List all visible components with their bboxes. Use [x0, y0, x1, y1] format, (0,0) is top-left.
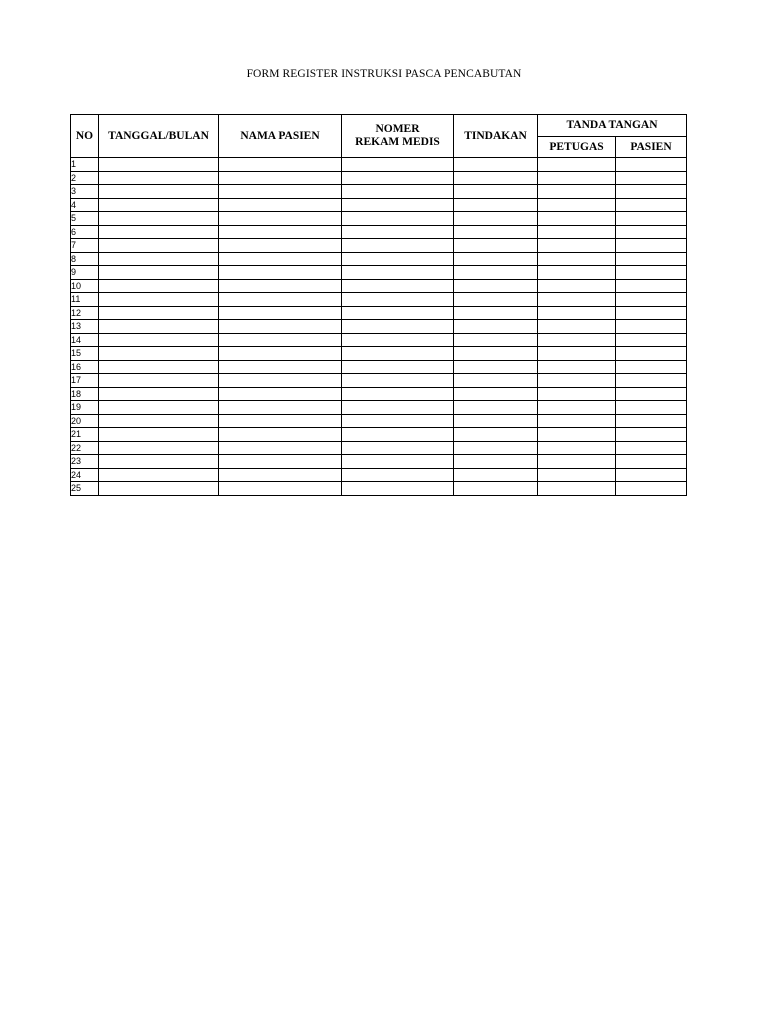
nama-pasien-cell[interactable]	[219, 347, 342, 361]
nama-pasien-cell[interactable]	[219, 279, 342, 293]
table-row	[71, 252, 687, 266]
nama-pasien-cell[interactable]	[219, 171, 342, 185]
petugas-signature-cell[interactable]	[538, 252, 616, 266]
tindakan-cell[interactable]	[454, 171, 538, 185]
pasien-signature-cell[interactable]	[616, 360, 687, 374]
nomer-rekam-medis-cell[interactable]	[342, 455, 454, 469]
header-pasien: PASIEN	[616, 137, 687, 158]
nomer-rekam-medis-cell[interactable]	[342, 374, 454, 388]
nomer-rekam-medis-cell[interactable]	[342, 266, 454, 280]
tanggal-bulan-cell[interactable]	[99, 225, 219, 239]
petugas-signature-cell[interactable]	[538, 414, 616, 428]
petugas-signature-cell[interactable]	[538, 185, 616, 199]
row-number: 24	[71, 468, 99, 482]
pasien-signature-cell[interactable]	[616, 279, 687, 293]
petugas-signature-cell[interactable]	[538, 455, 616, 469]
row-number: 11	[71, 293, 99, 307]
nomer-rekam-medis-cell[interactable]	[342, 360, 454, 374]
table-row	[71, 360, 687, 374]
nomer-rekam-medis-cell[interactable]	[342, 171, 454, 185]
pasien-signature-cell[interactable]	[616, 185, 687, 199]
pasien-signature-cell[interactable]	[616, 455, 687, 469]
row-number: 2	[71, 171, 99, 185]
table-row	[71, 171, 687, 185]
petugas-signature-cell[interactable]	[538, 482, 616, 496]
table-row	[71, 347, 687, 361]
tanggal-bulan-cell[interactable]	[99, 468, 219, 482]
header-nomer-line2: REKAM MEDIS	[355, 136, 440, 148]
petugas-signature-cell[interactable]	[538, 225, 616, 239]
header-tindakan: TINDAKAN	[454, 115, 538, 158]
tindakan-cell[interactable]	[454, 306, 538, 320]
petugas-signature-cell[interactable]	[538, 171, 616, 185]
tanggal-bulan-cell[interactable]	[99, 158, 219, 172]
table-row	[71, 225, 687, 239]
nama-pasien-cell[interactable]	[219, 225, 342, 239]
table-row	[71, 279, 687, 293]
pasien-signature-cell[interactable]	[616, 374, 687, 388]
tanggal-bulan-cell[interactable]	[99, 428, 219, 442]
tindakan-cell[interactable]	[454, 414, 538, 428]
table-row	[71, 293, 687, 307]
nomer-rekam-medis-cell[interactable]	[342, 293, 454, 307]
tanggal-bulan-cell[interactable]	[99, 306, 219, 320]
header-tanggal-bulan: TANGGAL/BULAN	[99, 115, 219, 158]
tanggal-bulan-cell[interactable]	[99, 279, 219, 293]
pasien-signature-cell[interactable]	[616, 468, 687, 482]
tanggal-bulan-cell[interactable]	[99, 347, 219, 361]
tindakan-cell[interactable]	[454, 279, 538, 293]
tanggal-bulan-cell[interactable]	[99, 252, 219, 266]
nama-pasien-cell[interactable]	[219, 185, 342, 199]
table-row	[71, 212, 687, 226]
pasien-signature-cell[interactable]	[616, 347, 687, 361]
nomer-rekam-medis-cell[interactable]	[342, 441, 454, 455]
pasien-signature-cell[interactable]	[616, 320, 687, 334]
nama-pasien-cell[interactable]	[219, 306, 342, 320]
petugas-signature-cell[interactable]	[538, 266, 616, 280]
nomer-rekam-medis-cell[interactable]	[342, 279, 454, 293]
tanggal-bulan-cell[interactable]	[99, 198, 219, 212]
tanggal-bulan-cell[interactable]	[99, 333, 219, 347]
nama-pasien-cell[interactable]	[219, 428, 342, 442]
nama-pasien-cell[interactable]	[219, 293, 342, 307]
tanggal-bulan-cell[interactable]	[99, 266, 219, 280]
table-row	[71, 198, 687, 212]
nomer-rekam-medis-cell[interactable]	[342, 347, 454, 361]
tanggal-bulan-cell[interactable]	[99, 212, 219, 226]
tanggal-bulan-cell[interactable]	[99, 293, 219, 307]
nomer-rekam-medis-cell[interactable]	[342, 320, 454, 334]
nomer-rekam-medis-cell[interactable]	[342, 428, 454, 442]
row-number: 6	[71, 225, 99, 239]
petugas-signature-cell[interactable]	[538, 320, 616, 334]
table-row	[71, 428, 687, 442]
tanggal-bulan-cell[interactable]	[99, 455, 219, 469]
petugas-signature-cell[interactable]	[538, 428, 616, 442]
table-row	[71, 266, 687, 280]
tanggal-bulan-cell[interactable]	[99, 320, 219, 334]
nama-pasien-cell[interactable]	[219, 212, 342, 226]
row-number: 16	[71, 360, 99, 374]
row-number: 25	[71, 482, 99, 496]
register-body	[71, 158, 687, 496]
row-number: 17	[71, 374, 99, 388]
tindakan-cell[interactable]	[454, 212, 538, 226]
tanggal-bulan-cell[interactable]	[99, 482, 219, 496]
row-number: 21	[71, 428, 99, 442]
pasien-signature-cell[interactable]	[616, 266, 687, 280]
tindakan-cell[interactable]	[454, 468, 538, 482]
table-row	[71, 414, 687, 428]
row-number: 5	[71, 212, 99, 226]
row-number: 10	[71, 279, 99, 293]
table-row	[71, 455, 687, 469]
petugas-signature-cell[interactable]	[538, 293, 616, 307]
register-table	[70, 114, 687, 496]
nama-pasien-cell[interactable]	[219, 333, 342, 347]
pasien-signature-cell[interactable]	[616, 414, 687, 428]
petugas-signature-cell[interactable]	[538, 401, 616, 415]
tindakan-cell[interactable]	[454, 239, 538, 253]
nama-pasien-cell[interactable]	[219, 401, 342, 415]
petugas-signature-cell[interactable]	[538, 387, 616, 401]
petugas-signature-cell[interactable]	[538, 360, 616, 374]
row-number: 4	[71, 198, 99, 212]
pasien-signature-cell[interactable]	[616, 387, 687, 401]
row-number: 12	[71, 306, 99, 320]
nama-pasien-cell[interactable]	[219, 468, 342, 482]
tindakan-cell[interactable]	[454, 482, 538, 496]
pasien-signature-cell[interactable]	[616, 252, 687, 266]
table-row	[71, 185, 687, 199]
nama-pasien-cell[interactable]	[219, 198, 342, 212]
nomer-rekam-medis-cell[interactable]	[342, 158, 454, 172]
petugas-signature-cell[interactable]	[538, 333, 616, 347]
tindakan-cell[interactable]	[454, 252, 538, 266]
tanggal-bulan-cell[interactable]	[99, 185, 219, 199]
table-row	[71, 482, 687, 496]
table-row	[71, 468, 687, 482]
nama-pasien-cell[interactable]	[219, 252, 342, 266]
row-number: 1	[71, 158, 99, 172]
tindakan-cell[interactable]	[454, 293, 538, 307]
nomer-rekam-medis-cell[interactable]	[342, 468, 454, 482]
pasien-signature-cell[interactable]	[616, 225, 687, 239]
nama-pasien-cell[interactable]	[219, 387, 342, 401]
petugas-signature-cell[interactable]	[538, 441, 616, 455]
nomer-rekam-medis-cell[interactable]	[342, 252, 454, 266]
petugas-signature-cell[interactable]	[538, 239, 616, 253]
pasien-signature-cell[interactable]	[616, 158, 687, 172]
page-title: FORM REGISTER INSTRUKSI PASCA PENCABUTAN	[246, 68, 522, 80]
row-number: 8	[71, 252, 99, 266]
table-row	[71, 239, 687, 253]
header-nomer-line1: NOMER	[375, 123, 420, 135]
nama-pasien-cell[interactable]	[219, 320, 342, 334]
row-number: 3	[71, 185, 99, 199]
nomer-rekam-medis-cell[interactable]	[342, 225, 454, 239]
row-number: 23	[71, 455, 99, 469]
tindakan-cell[interactable]	[454, 198, 538, 212]
row-number: 19	[71, 401, 99, 415]
pasien-signature-cell[interactable]	[616, 482, 687, 496]
nama-pasien-cell[interactable]	[219, 239, 342, 253]
tindakan-cell[interactable]	[454, 158, 538, 172]
petugas-signature-cell[interactable]	[538, 306, 616, 320]
header-nomer-rekam-medis	[342, 115, 454, 158]
table-row	[71, 158, 687, 172]
tanggal-bulan-cell[interactable]	[99, 374, 219, 388]
tindakan-cell[interactable]	[454, 320, 538, 334]
row-number: 22	[71, 441, 99, 455]
tanggal-bulan-cell[interactable]	[99, 401, 219, 415]
tanggal-bulan-cell[interactable]	[99, 414, 219, 428]
tindakan-cell[interactable]	[454, 374, 538, 388]
tindakan-cell[interactable]	[454, 387, 538, 401]
header-petugas: PETUGAS	[538, 137, 616, 158]
tindakan-cell[interactable]	[454, 347, 538, 361]
nomer-rekam-medis-cell[interactable]	[342, 414, 454, 428]
nama-pasien-cell[interactable]	[219, 360, 342, 374]
petugas-signature-cell[interactable]	[538, 279, 616, 293]
petugas-signature-cell[interactable]	[538, 198, 616, 212]
table-row	[71, 387, 687, 401]
tanggal-bulan-cell[interactable]	[99, 239, 219, 253]
pasien-signature-cell[interactable]	[616, 306, 687, 320]
nomer-rekam-medis-cell[interactable]	[342, 401, 454, 415]
header-tanda-tangan: TANDA TANGAN	[538, 115, 687, 137]
tanggal-bulan-cell[interactable]	[99, 360, 219, 374]
nomer-rekam-medis-cell[interactable]	[342, 387, 454, 401]
tanggal-bulan-cell[interactable]	[99, 387, 219, 401]
pasien-signature-cell[interactable]	[616, 441, 687, 455]
row-number: 13	[71, 320, 99, 334]
pasien-signature-cell[interactable]	[616, 401, 687, 415]
pasien-signature-cell[interactable]	[616, 171, 687, 185]
pasien-signature-cell[interactable]	[616, 198, 687, 212]
pasien-signature-cell[interactable]	[616, 428, 687, 442]
table-row	[71, 441, 687, 455]
table-row	[71, 374, 687, 388]
table-row	[71, 306, 687, 320]
tindakan-cell[interactable]	[454, 401, 538, 415]
tindakan-cell[interactable]	[454, 333, 538, 347]
row-number: 15	[71, 347, 99, 361]
nama-pasien-cell[interactable]	[219, 266, 342, 280]
row-number: 9	[71, 266, 99, 280]
petugas-signature-cell[interactable]	[538, 347, 616, 361]
tindakan-cell[interactable]	[454, 185, 538, 199]
row-number: 7	[71, 239, 99, 253]
pasien-signature-cell[interactable]	[616, 212, 687, 226]
nama-pasien-cell[interactable]	[219, 482, 342, 496]
nomer-rekam-medis-cell[interactable]	[342, 306, 454, 320]
nomer-rekam-medis-cell[interactable]	[342, 185, 454, 199]
petugas-signature-cell[interactable]	[538, 374, 616, 388]
pasien-signature-cell[interactable]	[616, 239, 687, 253]
nomer-rekam-medis-cell[interactable]	[342, 239, 454, 253]
tindakan-cell[interactable]	[454, 266, 538, 280]
nomer-rekam-medis-cell[interactable]	[342, 482, 454, 496]
nomer-rekam-medis-cell[interactable]	[342, 333, 454, 347]
row-number: 14	[71, 333, 99, 347]
tindakan-cell[interactable]	[454, 455, 538, 469]
tindakan-cell[interactable]	[454, 360, 538, 374]
petugas-signature-cell[interactable]	[538, 468, 616, 482]
nama-pasien-cell[interactable]	[219, 158, 342, 172]
table-row	[71, 333, 687, 347]
tanggal-bulan-cell[interactable]	[99, 171, 219, 185]
nama-pasien-cell[interactable]	[219, 374, 342, 388]
nama-pasien-cell[interactable]	[219, 441, 342, 455]
header-nama-pasien: NAMA PASIEN	[219, 115, 342, 158]
nama-pasien-cell[interactable]	[219, 455, 342, 469]
row-number: 18	[71, 387, 99, 401]
header-no: NO	[71, 115, 99, 158]
tanggal-bulan-cell[interactable]	[99, 441, 219, 455]
tindakan-cell[interactable]	[454, 441, 538, 455]
tindakan-cell[interactable]	[454, 225, 538, 239]
nama-pasien-cell[interactable]	[219, 414, 342, 428]
pasien-signature-cell[interactable]	[616, 293, 687, 307]
table-row	[71, 320, 687, 334]
tindakan-cell[interactable]	[454, 428, 538, 442]
petugas-signature-cell[interactable]	[538, 212, 616, 226]
pasien-signature-cell[interactable]	[616, 333, 687, 347]
nomer-rekam-medis-cell[interactable]	[342, 198, 454, 212]
nomer-rekam-medis-cell[interactable]	[342, 212, 454, 226]
table-row	[71, 401, 687, 415]
petugas-signature-cell[interactable]	[538, 158, 616, 172]
row-number: 20	[71, 414, 99, 428]
